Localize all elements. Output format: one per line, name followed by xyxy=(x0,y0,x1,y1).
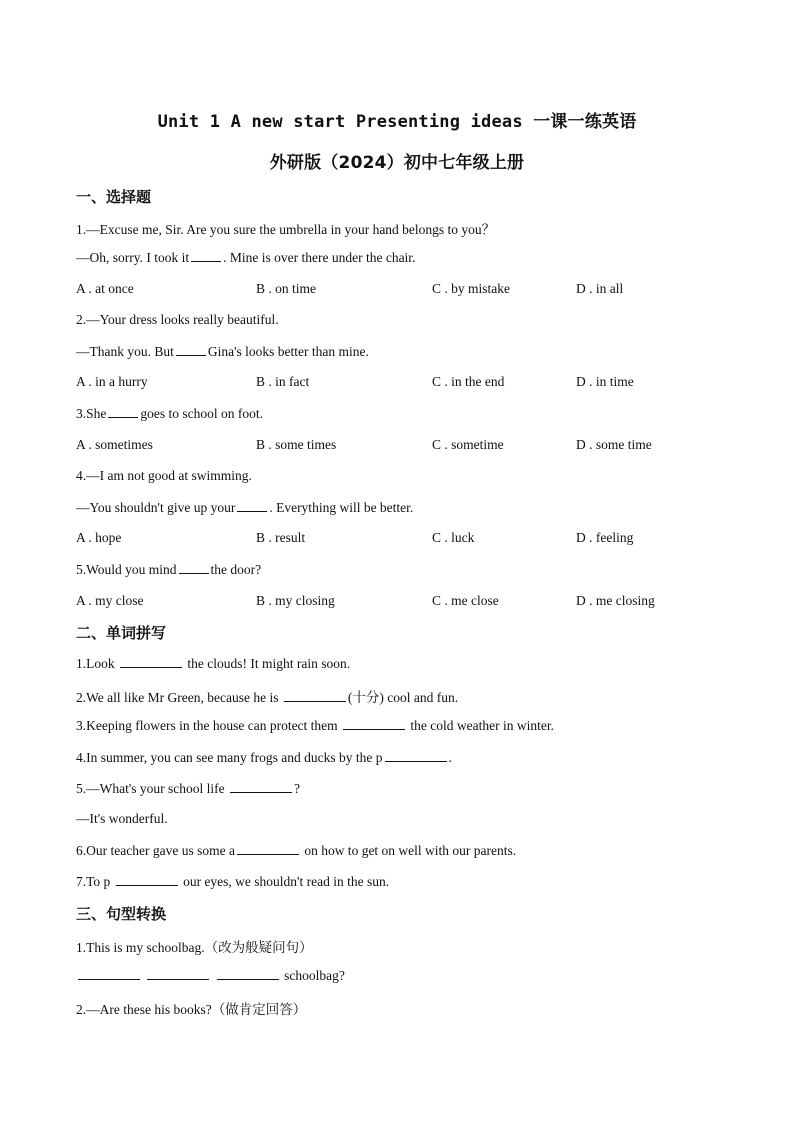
transform-1-stem: 1.This is my schoolbag.（改为般疑问句） xyxy=(76,940,313,955)
spelling-6: 6.Our teacher gave us some a on how to get on well with our parents. xyxy=(76,843,517,858)
q4-option-b[interactable]: B . result xyxy=(256,530,306,545)
q4-option-c[interactable]: C . luck xyxy=(432,530,475,545)
section-heading-spelling: 二、单词拼写 xyxy=(76,624,167,642)
q5-option-c[interactable]: C . me close xyxy=(432,593,499,608)
q5-option-d[interactable]: D . me closing xyxy=(576,593,655,608)
answer-blank[interactable] xyxy=(237,499,267,512)
answer-blank[interactable] xyxy=(191,249,221,262)
question-4-stem-b: —You shouldn't give up your . Everything will be better. xyxy=(76,500,414,515)
spelling-3: 3.Keeping flowers in the house can protect them the cold weather in winter. xyxy=(76,718,554,733)
q3-option-a[interactable]: A . sometimes xyxy=(76,437,153,452)
transform-2-stem: 2.—Are these his books?（做肯定回答） xyxy=(76,1002,307,1017)
answer-blank[interactable] xyxy=(284,689,346,702)
q1-option-c[interactable]: C . by mistake xyxy=(432,281,510,296)
transform-1-answer-line: schoolbag? xyxy=(76,967,345,984)
q5-option-a[interactable]: A . my close xyxy=(76,593,144,608)
question-2-stem: 2.—Your dress looks really beautiful. xyxy=(76,312,279,327)
question-1-stem: 1.—Excuse me, Sir. Are you sure the umbrella in your hand belongs to you？ xyxy=(76,222,496,237)
q2-option-b[interactable]: B . in fact xyxy=(256,374,310,389)
spelling-7: 7.To p our eyes, we shouldn't read in the sun. xyxy=(76,874,390,889)
question-5-stem: 5.Would you mind the door? xyxy=(76,562,262,577)
answer-blank[interactable] xyxy=(385,749,447,762)
question-4-stem: 4.—I am not good at swimming. xyxy=(76,468,252,483)
answer-blank[interactable] xyxy=(116,873,178,886)
question-3-stem: 3.She goes to school on foot. xyxy=(76,406,263,421)
answer-blank[interactable] xyxy=(78,967,140,980)
section-heading-choice: 一、选择题 xyxy=(76,188,152,206)
document-title: Unit 1 A new start Presenting ideas 一课一练英语 xyxy=(157,112,637,132)
q5-option-b[interactable]: B . my closing xyxy=(256,593,335,608)
answer-blank[interactable] xyxy=(176,343,206,356)
q2-option-c[interactable]: C . in the end xyxy=(432,374,505,389)
q1-option-d[interactable]: D . in all xyxy=(576,281,624,296)
answer-blank[interactable] xyxy=(217,967,279,980)
q2-option-a[interactable]: A . in a hurry xyxy=(76,374,148,389)
document-subtitle: 外研版（2024）初中七年级上册 xyxy=(269,153,525,173)
q1-option-a[interactable]: A . at once xyxy=(76,281,134,296)
section-heading-transform: 三、句型转换 xyxy=(76,905,167,923)
q3-option-d[interactable]: D . some time xyxy=(576,437,652,452)
answer-blank[interactable] xyxy=(343,717,405,730)
question-2-stem-b: —Thank you. But Gina's looks better than mine. xyxy=(76,344,369,359)
q4-option-d[interactable]: D . feeling xyxy=(576,530,634,545)
spelling-5-answer: —It's wonderful. xyxy=(76,811,168,826)
q4-option-a[interactable]: A . hope xyxy=(76,530,122,545)
q3-option-b[interactable]: B . some times xyxy=(256,437,337,452)
answer-blank[interactable] xyxy=(120,655,182,668)
spelling-4: 4.In summer, you can see many frogs and ducks by the p . xyxy=(76,750,452,765)
q2-option-d[interactable]: D . in time xyxy=(576,374,634,389)
question-1-stem-b: —Oh, sorry. I took it . Mine is over there under the chair. xyxy=(76,250,416,265)
answer-blank[interactable] xyxy=(147,967,209,980)
q3-option-c[interactable]: C . sometime xyxy=(432,437,504,452)
answer-blank[interactable] xyxy=(108,405,138,418)
spelling-1: 1.Look the clouds! It might rain soon. xyxy=(76,656,351,671)
q1-option-b[interactable]: B . on time xyxy=(256,281,316,296)
spelling-2: 2.We all like Mr Green, because he is (十分) cool and fun. xyxy=(76,690,459,705)
spelling-5: 5.—What's your school life ? xyxy=(76,781,301,796)
answer-blank[interactable] xyxy=(230,780,292,793)
answer-blank[interactable] xyxy=(179,561,209,574)
answer-blank[interactable] xyxy=(237,842,299,855)
